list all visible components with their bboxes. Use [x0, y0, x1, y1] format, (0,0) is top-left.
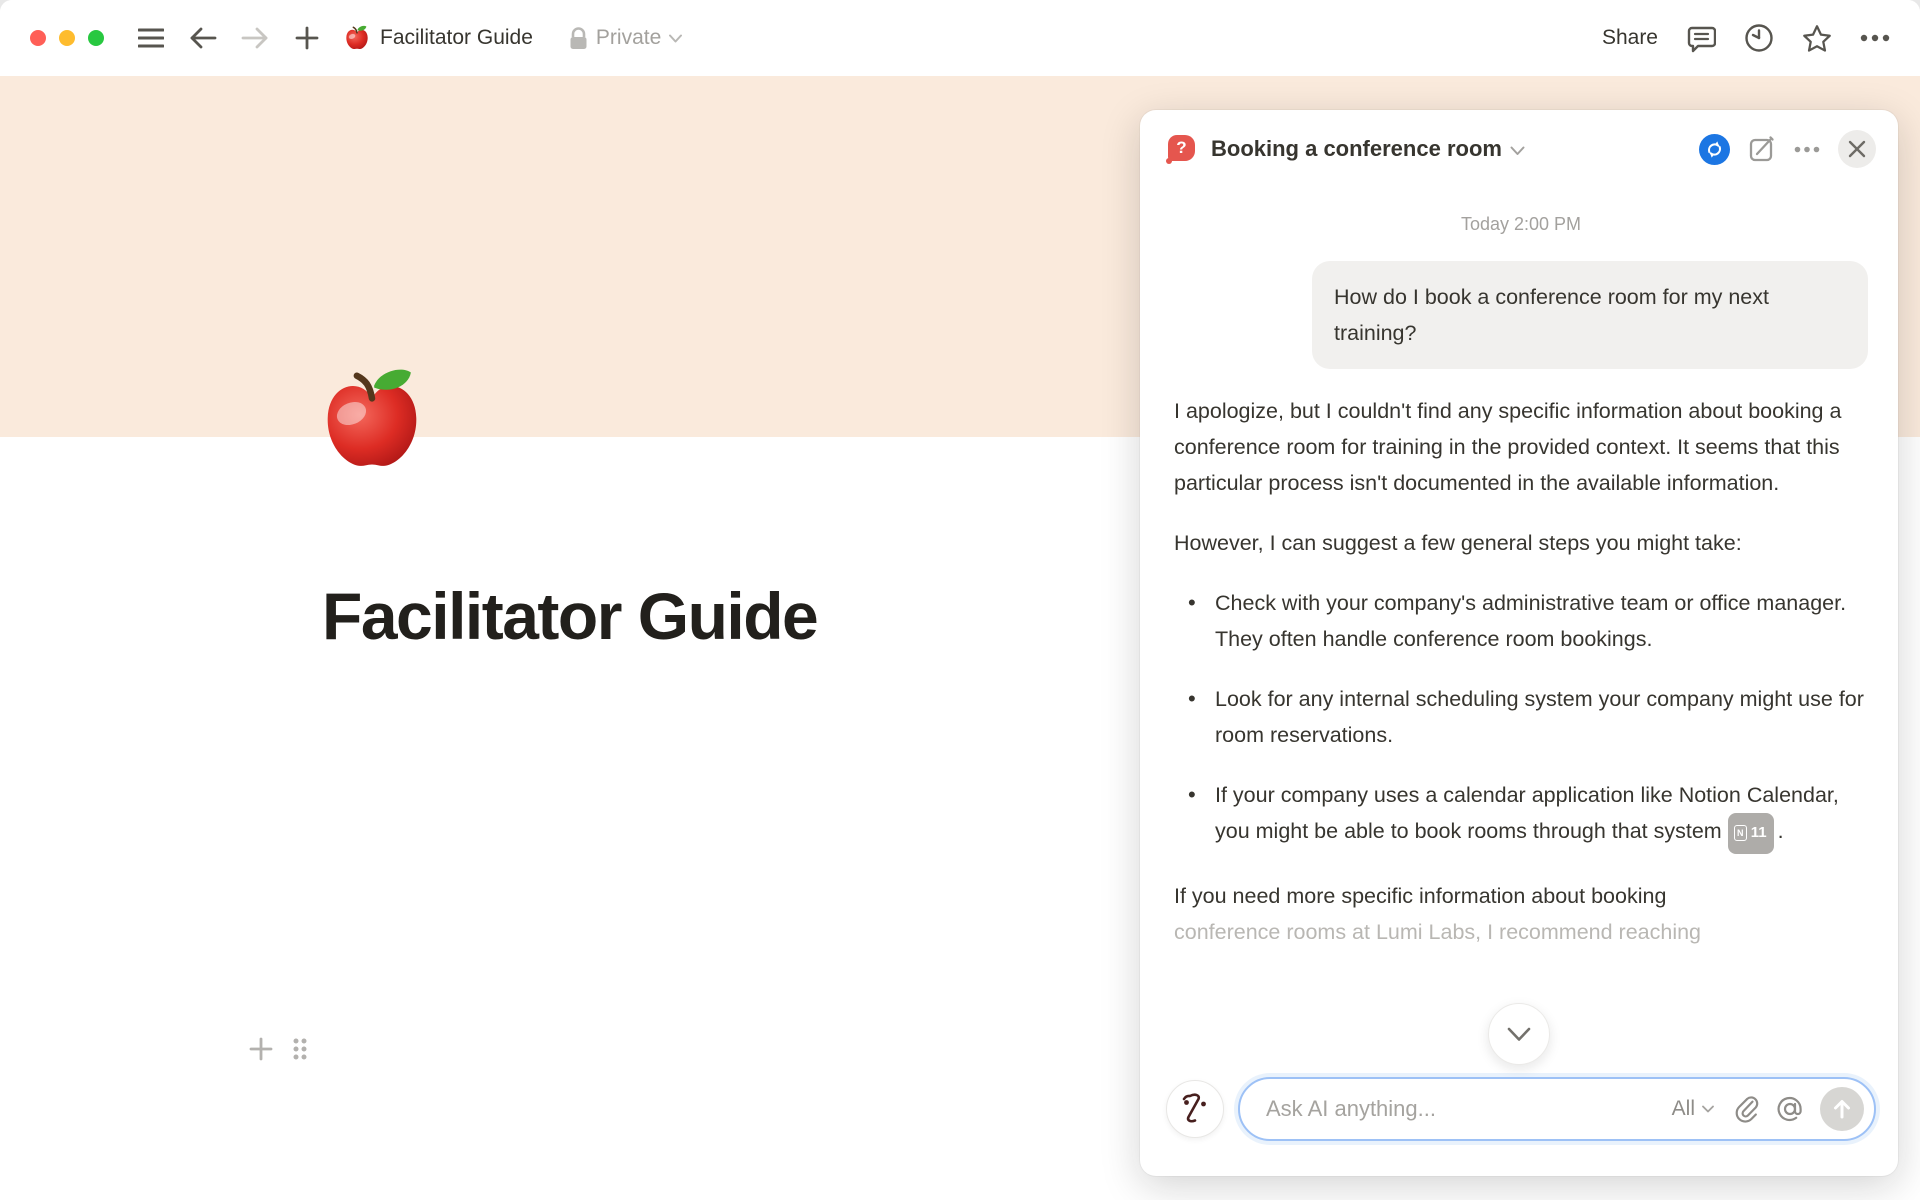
ai-chat-panel — [1140, 110, 1898, 1176]
chat-more-options-icon[interactable] — [1794, 146, 1820, 153]
user-message-bubble: How do I book a conference room for my next training? — [1312, 261, 1868, 369]
sync-refresh-button[interactable] — [1699, 134, 1730, 165]
chevron-down-icon — [669, 34, 682, 43]
apple-emoji-icon — [344, 25, 370, 51]
mention-at-icon[interactable] — [1776, 1095, 1804, 1123]
chat-panel-header — [1140, 110, 1898, 188]
ai-paragraph: I apologize, but I couldn't find any specific information about booking a conference room for training in the provided context. It seems that this particular process isn't documented in the available information. — [1174, 399, 1842, 495]
back-icon[interactable] — [188, 23, 218, 53]
citation-badge[interactable] — [1728, 813, 1774, 854]
ai-paragraph: However, I can suggest a few general steps you might take: — [1174, 531, 1742, 555]
minimize-window-button[interactable] — [59, 30, 75, 46]
favorite-star-icon[interactable] — [1802, 23, 1832, 53]
ai-composer — [1140, 1056, 1898, 1176]
page-emoji-apple-icon[interactable] — [318, 364, 426, 476]
scope-label: All — [1671, 1097, 1695, 1120]
updates-clock-icon[interactable] — [1744, 23, 1774, 53]
privacy-label: Private — [595, 26, 662, 49]
comments-icon[interactable] — [1686, 23, 1716, 53]
share-button[interactable]: Share — [1601, 26, 1658, 49]
ask-ai-input[interactable] — [1266, 1096, 1672, 1122]
citation-count: 11 — [1750, 824, 1767, 841]
new-tab-icon[interactable] — [292, 23, 322, 53]
new-chat-compose-icon[interactable] — [1748, 135, 1776, 163]
notion-ai-face-button[interactable] — [1166, 1080, 1224, 1138]
notion-page-icon: N — [1734, 825, 1747, 841]
privacy-dropdown[interactable] — [569, 26, 682, 50]
page-title[interactable]: Facilitator Guide — [322, 579, 818, 653]
thread-title[interactable]: Booking a conference room — [1211, 136, 1502, 161]
ai-paragraph-clipped: If you need more specific information about booking conference rooms at Lumi Labs, I recommend reaching — [1174, 884, 1702, 944]
ai-bullet-list — [1174, 585, 1868, 854]
lock-icon — [569, 27, 588, 50]
close-window-button[interactable] — [30, 30, 46, 46]
forward-icon[interactable] — [240, 23, 270, 53]
chat-messages[interactable] — [1140, 188, 1898, 1056]
ai-bullet-item: • Check with your company's administrative team or office manager. They often handle conference room bookings. — [1174, 585, 1868, 657]
ai-response — [1174, 393, 1868, 950]
thread-question-icon: ? — [1166, 133, 1198, 165]
drag-handle-icon[interactable] — [292, 1036, 308, 1062]
attach-paperclip-icon[interactable] — [1734, 1095, 1760, 1123]
breadcrumb[interactable] — [344, 25, 533, 51]
scope-chevron-down-icon — [1702, 1105, 1714, 1113]
ai-bullet-item: • Look for any internal scheduling system your company might use for room reservations. — [1174, 681, 1868, 753]
ask-ai-input-pill[interactable] — [1238, 1077, 1876, 1141]
breadcrumb-title: Facilitator Guide — [380, 26, 533, 49]
chat-timestamp: Today 2:00 PM — [1460, 214, 1582, 234]
more-options-icon[interactable] — [1860, 23, 1890, 53]
send-button[interactable] — [1820, 1087, 1864, 1131]
close-chat-icon[interactable] — [1838, 130, 1876, 168]
zoom-window-button[interactable] — [88, 30, 104, 46]
scope-selector[interactable] — [1672, 1097, 1714, 1121]
sidebar-menu-icon[interactable] — [136, 23, 166, 53]
add-block-icon[interactable] — [248, 1036, 274, 1062]
ai-bullet-item: • If your company uses a calendar application like Notion Calendar, you might be able to book rooms through that system N 11 . — [1174, 777, 1868, 854]
window-titlebar — [0, 0, 1920, 76]
thread-chevron-down-icon[interactable] — [1510, 146, 1525, 156]
traffic-lights — [30, 30, 104, 46]
